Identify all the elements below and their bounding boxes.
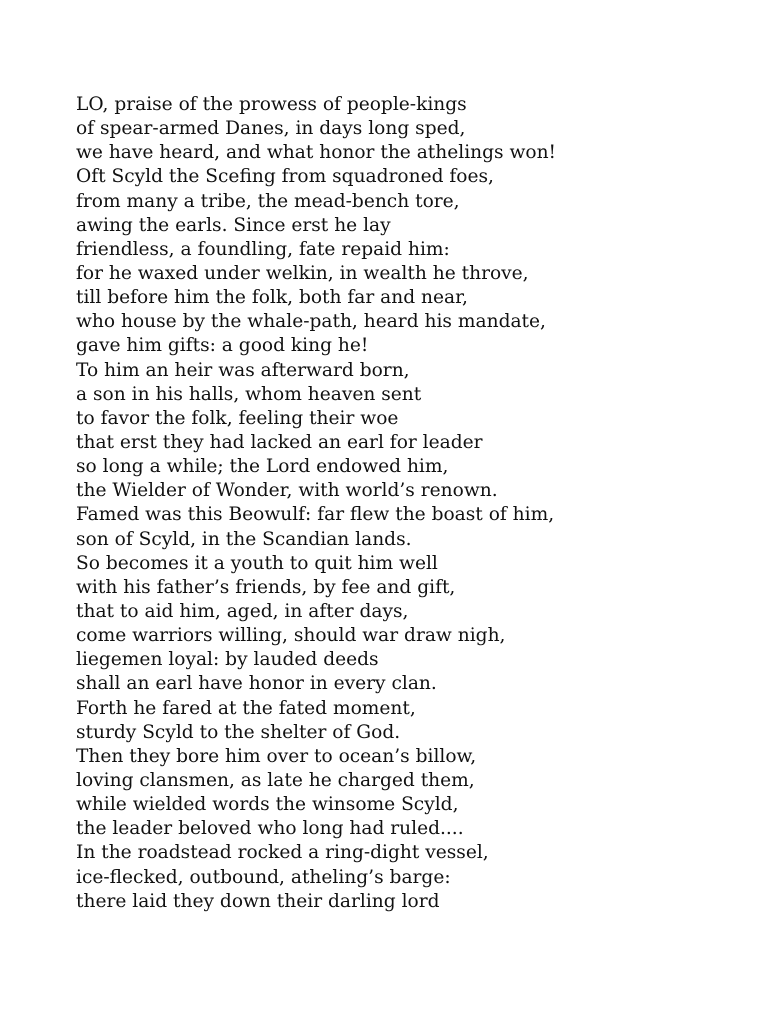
poem-line: while wielded words the winsome Scyld, [76,794,459,816]
poem-line: the Wielder of Wonder, with world’s renown. [76,480,498,502]
poem-line: come warriors willing, should war draw nigh, [76,625,506,647]
poem-line: So becomes it a youth to quit him well [76,552,438,574]
poem-line: there laid they down their darling lord [76,890,440,912]
poem-line: Forth he fared at the fated moment, [76,697,416,719]
poem-line: we have heard, and what honor the athelings won! [76,142,557,164]
poem-line: who house by the whale-path, heard his mandate, [76,311,546,333]
poem-line: till before him the folk, both far and near, [76,287,468,309]
poem-line: gave him gifts: a good king he! [76,335,369,357]
poem-line: of spear-armed Danes, in days long sped, [76,118,466,140]
poem-line: In the roadstead rocked a ring-dight vessel, [76,842,489,864]
poem-text [76,93,736,914]
poem-line: LO, praise of the prowess of people-kings [76,94,467,115]
poem-line: Oft Scyld the Scefing from squadroned foes, [76,166,494,188]
poem-line: son of Scyld, in the Scandian lands. [76,528,412,550]
poem-line: ice-flecked, outbound, atheling’s barge: [76,866,451,888]
poem-line: to favor the folk, feeling their woe [76,407,399,429]
poem-line: the leader beloved who long had ruled.... [76,818,464,840]
poem-line: awing the earls. Since erst he lay [76,214,391,236]
poem-line: shall an earl have honor in every clan. [76,673,437,695]
poem-line: Famed was this Beowulf: far flew the boast of him, [76,504,555,526]
poem-line: Then they bore him over to ocean’s billow, [76,745,477,767]
poem-line: loving clansmen, as late he charged them, [76,769,475,791]
poem-line: sturdy Scyld to the shelter of God. [76,721,401,743]
poem-line: To him an heir was afterward born, [76,359,410,381]
poem-line: with his father’s friends, by fee and gift, [76,576,456,598]
poem-line: from many a tribe, the mead-bench tore, [76,190,460,212]
poem-line: so long a while; the Lord endowed him, [76,456,449,478]
poem-line: liegemen loyal: by lauded deeds [76,649,379,671]
poem-line: a son in his halls, whom heaven sent [76,383,422,405]
poem-line: for he waxed under welkin, in wealth he throve, [76,262,529,284]
poem-line: that to aid him, aged, in after days, [76,600,409,622]
poem-line: that erst they had lacked an earl for leader [76,431,483,453]
poem-line: friendless, a foundling, fate repaid him: [76,238,450,260]
